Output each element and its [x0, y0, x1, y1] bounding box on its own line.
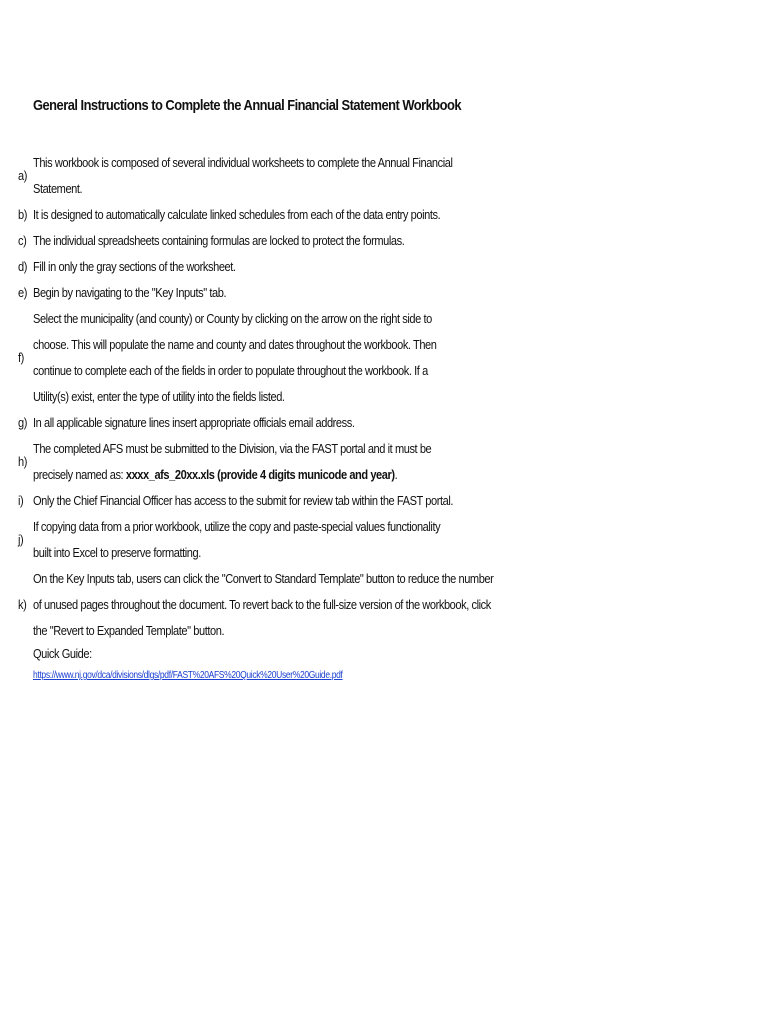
list-marker: a) — [18, 168, 27, 183]
list-text — [33, 202, 440, 228]
text-line: Select the municipality (and county) or County by clicking on the arrow on the right side to — [33, 311, 432, 326]
text-line: Begin by navigating to the "Key Inputs" tab. — [33, 285, 227, 300]
text-line: The completed AFS must be submitted to the Division, via the FAST portal and it must be — [33, 441, 432, 456]
list-marker: e) — [18, 285, 27, 300]
list-text — [33, 280, 411, 306]
text-line: continue to complete each of the fields in order to populate throughout the workbook. If a — [33, 363, 428, 378]
text-line: the "Revert to Expanded Template" button. — [33, 623, 225, 638]
text-line: In all applicable signature lines insert appropriate officials email address. — [33, 415, 355, 430]
list-text — [33, 566, 494, 644]
text-line: The individual spreadsheets containing formulas are locked to protect the formulas. — [33, 233, 405, 248]
file-name-format: xxxx_afs_20xx.xls (provide 4 digits municode and year) — [125, 467, 395, 482]
list-marker: d) — [18, 259, 27, 274]
list-item — [18, 280, 478, 306]
list-item — [18, 514, 478, 566]
list-marker: h) — [18, 454, 27, 469]
text-line: It is designed to automatically calculate linked schedules from each of the data entry points. — [33, 207, 441, 222]
list-text — [33, 436, 431, 488]
list-text — [33, 228, 411, 254]
text-line: If copying data from a prior workbook, utilize the copy and paste-special values functionality — [33, 519, 441, 534]
list-marker: i) — [18, 493, 24, 508]
text-line: Only the Chief Financial Officer has access to the submit for review tab within the FAST portal. — [33, 493, 454, 508]
text-fragment: . — [394, 467, 398, 482]
quick-guide-label: Quick Guide: — [33, 646, 92, 661]
text-line: of unused pages throughout the document. To revert back to the full-size version of the workbook, click — [33, 597, 491, 612]
list-marker: g) — [18, 415, 27, 430]
list-text — [33, 410, 411, 436]
list-marker: k) — [18, 597, 27, 612]
page-title: General Instructions to Complete the Annual Financial Statement Workbook — [33, 97, 462, 114]
list-item — [18, 436, 478, 488]
text-line: choose. This will populate the name and county and dates throughout the workbook. Then — [33, 337, 437, 352]
text-line: This workbook is composed of several individual worksheets to complete the Annual Financial — [33, 155, 453, 170]
text-line: Statement. — [33, 181, 83, 196]
list-text — [33, 306, 436, 410]
list-item — [18, 150, 478, 202]
list-item — [18, 566, 494, 644]
list-text — [33, 488, 453, 514]
list-item — [18, 410, 478, 436]
text-line: built into Excel to preserve formatting. — [33, 545, 201, 560]
quick-guide-link[interactable]: https://www.nj.gov/dca/divisions/dlgs/pdf/FAST%20AFS%20Quick%20User%20Guide.pdf — [33, 670, 343, 681]
list-marker: j) — [18, 532, 24, 547]
list-text — [33, 514, 440, 566]
list-marker: b) — [18, 207, 27, 222]
text-line: Utility(s) exist, enter the type of utility into the fields listed. — [33, 389, 285, 404]
text-fragment: precisely named as: — [33, 467, 126, 482]
list-marker: c) — [18, 233, 27, 248]
list-item — [18, 306, 478, 410]
list-item — [18, 254, 478, 280]
text-line: On the Key Inputs tab, users can click the "Convert to Standard Template" button to reduce the number — [33, 571, 494, 586]
list-marker: f) — [18, 350, 24, 365]
list-item — [18, 488, 478, 514]
list-item — [18, 202, 478, 228]
text-line — [33, 462, 431, 488]
list-text — [33, 150, 453, 202]
text-line: Fill in only the gray sections of the worksheet. — [33, 259, 236, 274]
list-item — [18, 228, 478, 254]
instructions-list — [18, 150, 494, 644]
list-text — [33, 254, 411, 280]
